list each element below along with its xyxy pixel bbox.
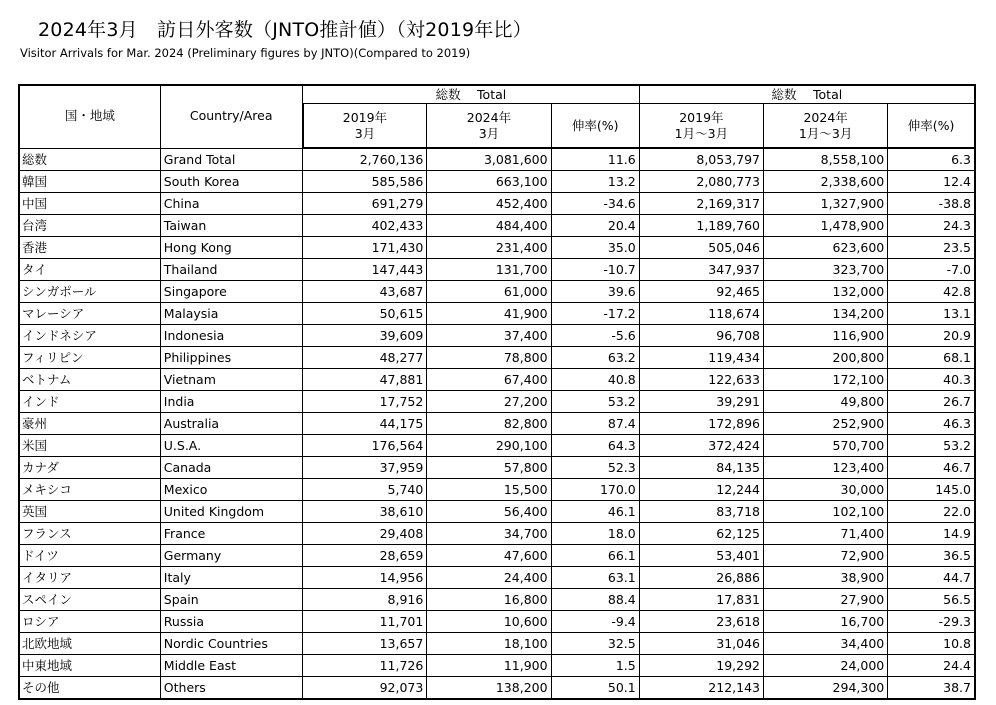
cell-country-en: Italy — [160, 567, 302, 589]
table-row — [19, 237, 975, 259]
cell-ytd-2019: 2,080,773 — [639, 171, 763, 193]
cell-ytd-2019: 17,831 — [639, 589, 763, 611]
table-row — [19, 589, 975, 611]
cell-ytd-growth: -29.3 — [888, 611, 975, 633]
cell-ytd-2024: 16,700 — [764, 611, 888, 633]
table-row — [19, 413, 975, 435]
cell-country-en: Vietnam — [160, 369, 302, 391]
cell-ytd-growth: 22.0 — [888, 501, 975, 523]
cell-country-jp: ベトナム — [19, 369, 160, 391]
table-row — [19, 281, 975, 303]
cell-ytd-2019: 118,674 — [639, 303, 763, 325]
cell-month-growth: 1.5 — [551, 655, 639, 677]
cell-country-jp: 米国 — [19, 435, 160, 457]
header-ytd-2019-period: 1月～3月 — [674, 125, 729, 141]
cell-ytd-2024: 623,600 — [764, 237, 888, 259]
cell-month-2019: 17,752 — [303, 391, 427, 413]
table-row — [19, 347, 975, 369]
cell-ytd-2024: 200,800 — [764, 347, 888, 369]
cell-country-en: Canada — [160, 457, 302, 479]
cell-ytd-2019: 83,718 — [639, 501, 763, 523]
table-row — [19, 215, 975, 237]
cell-month-2019: 147,443 — [303, 259, 427, 281]
header-month-2024-year: 2024年 — [466, 109, 512, 125]
cell-country-jp: 中東地域 — [19, 655, 160, 677]
cell-ytd-growth: 46.7 — [888, 457, 975, 479]
cell-ytd-growth: 20.9 — [888, 325, 975, 347]
cell-ytd-growth: 68.1 — [888, 347, 975, 369]
cell-month-2024: 3,081,600 — [427, 148, 551, 171]
cell-country-en: Others — [160, 677, 302, 700]
cell-month-2024: 131,700 — [427, 259, 551, 281]
cell-month-growth: 40.8 — [551, 369, 639, 391]
cell-country-jp: タイ — [19, 259, 160, 281]
cell-ytd-growth: 23.5 — [888, 237, 975, 259]
cell-month-2019: 13,657 — [303, 633, 427, 655]
cell-country-en: United Kingdom — [160, 501, 302, 523]
cell-month-growth: 52.3 — [551, 457, 639, 479]
cell-ytd-2024: 134,200 — [764, 303, 888, 325]
cell-country-jp: 中国 — [19, 193, 160, 215]
cell-month-growth: 39.6 — [551, 281, 639, 303]
cell-ytd-2024: 34,400 — [764, 633, 888, 655]
table-row — [19, 193, 975, 215]
cell-month-2024: 16,800 — [427, 589, 551, 611]
cell-ytd-2019: 119,434 — [639, 347, 763, 369]
cell-ytd-2024: 172,100 — [764, 369, 888, 391]
page-title: 2024年3月 訪日外客数（JNTO推計値）（対2019年比） — [38, 19, 532, 41]
cell-ytd-2019: 12,244 — [639, 479, 763, 501]
cell-ytd-2024: 570,700 — [764, 435, 888, 457]
table-row — [19, 523, 975, 545]
cell-ytd-growth: 42.8 — [888, 281, 975, 303]
header-month-2019 — [303, 104, 427, 149]
table-row — [19, 633, 975, 655]
cell-month-2019: 11,726 — [303, 655, 427, 677]
cell-month-2024: 78,800 — [427, 347, 551, 369]
cell-ytd-2019: 84,135 — [639, 457, 763, 479]
cell-month-2024: 15,500 — [427, 479, 551, 501]
cell-month-2019: 29,408 — [303, 523, 427, 545]
cell-month-growth: 20.4 — [551, 215, 639, 237]
cell-month-growth: -34.6 — [551, 193, 639, 215]
cell-month-growth: 11.6 — [551, 148, 639, 171]
cell-ytd-2019: 372,424 — [639, 435, 763, 457]
cell-month-2019: 176,564 — [303, 435, 427, 457]
cell-country-jp: イタリア — [19, 567, 160, 589]
header-ytd-2024-period: 1月～3月 — [798, 125, 853, 141]
cell-month-growth: -5.6 — [551, 325, 639, 347]
cell-month-2024: 37,400 — [427, 325, 551, 347]
table-row — [19, 303, 975, 325]
cell-month-growth: 63.1 — [551, 567, 639, 589]
header-country-jp: 国・地域 — [19, 85, 160, 148]
cell-month-2019: 50,615 — [303, 303, 427, 325]
cell-country-en: France — [160, 523, 302, 545]
cell-month-growth: 53.2 — [551, 391, 639, 413]
cell-month-2019: 402,433 — [303, 215, 427, 237]
cell-ytd-growth: 38.7 — [888, 677, 975, 700]
cell-month-2019: 92,073 — [303, 677, 427, 700]
cell-month-growth: 13.2 — [551, 171, 639, 193]
cell-month-2024: 10,600 — [427, 611, 551, 633]
header-month-2019-period: 3月 — [354, 125, 376, 141]
cell-country-en: Nordic Countries — [160, 633, 302, 655]
cell-month-2024: 452,400 — [427, 193, 551, 215]
cell-ytd-growth: 13.1 — [888, 303, 975, 325]
cell-ytd-2024: 323,700 — [764, 259, 888, 281]
cell-month-2024: 138,200 — [427, 677, 551, 700]
cell-ytd-2019: 122,633 — [639, 369, 763, 391]
cell-country-en: India — [160, 391, 302, 413]
cell-month-2024: 34,700 — [427, 523, 551, 545]
cell-country-jp: フィリピン — [19, 347, 160, 369]
cell-month-growth: 18.0 — [551, 523, 639, 545]
cell-country-jp: ドイツ — [19, 545, 160, 567]
cell-country-en: Taiwan — [160, 215, 302, 237]
table-row — [19, 171, 975, 193]
cell-month-2024: 663,100 — [427, 171, 551, 193]
cell-country-en: Middle East — [160, 655, 302, 677]
cell-ytd-2019: 347,937 — [639, 259, 763, 281]
cell-month-growth: 170.0 — [551, 479, 639, 501]
cell-country-en: South Korea — [160, 171, 302, 193]
cell-country-en: Australia — [160, 413, 302, 435]
cell-ytd-2019: 2,169,317 — [639, 193, 763, 215]
cell-month-2019: 585,586 — [303, 171, 427, 193]
cell-country-en: Mexico — [160, 479, 302, 501]
cell-country-en: Hong Kong — [160, 237, 302, 259]
cell-ytd-2024: 24,000 — [764, 655, 888, 677]
cell-ytd-growth: 53.2 — [888, 435, 975, 457]
table-row — [19, 545, 975, 567]
cell-country-jp: インド — [19, 391, 160, 413]
cell-country-en: Singapore — [160, 281, 302, 303]
cell-ytd-2024: 38,900 — [764, 567, 888, 589]
table-body — [19, 148, 975, 699]
header-ytd-growth: 伸率(%) — [888, 104, 975, 149]
cell-ytd-2024: 49,800 — [764, 391, 888, 413]
cell-ytd-2019: 26,886 — [639, 567, 763, 589]
cell-month-2019: 171,430 — [303, 237, 427, 259]
cell-ytd-2019: 505,046 — [639, 237, 763, 259]
table-row — [19, 369, 975, 391]
cell-ytd-2024: 123,400 — [764, 457, 888, 479]
cell-month-growth: 88.4 — [551, 589, 639, 611]
table-row — [19, 677, 975, 700]
header-month-growth: 伸率(%) — [551, 104, 639, 149]
cell-month-2019: 11,701 — [303, 611, 427, 633]
cell-country-en: U.S.A. — [160, 435, 302, 457]
cell-ytd-2024: 1,478,900 — [764, 215, 888, 237]
cell-country-jp: スペイン — [19, 589, 160, 611]
cell-country-jp: メキシコ — [19, 479, 160, 501]
table-row — [19, 325, 975, 347]
cell-month-2024: 57,800 — [427, 457, 551, 479]
cell-country-jp: 北欧地域 — [19, 633, 160, 655]
cell-month-2019: 691,279 — [303, 193, 427, 215]
cell-month-2019: 44,175 — [303, 413, 427, 435]
cell-ytd-2024: 72,900 — [764, 545, 888, 567]
table-row — [19, 479, 975, 501]
cell-country-jp: 豪州 — [19, 413, 160, 435]
cell-ytd-2024: 2,338,600 — [764, 171, 888, 193]
cell-country-jp: フランス — [19, 523, 160, 545]
cell-month-2024: 11,900 — [427, 655, 551, 677]
cell-month-growth: 32.5 — [551, 633, 639, 655]
header-ytd-2024-year: 2024年 — [803, 109, 848, 125]
cell-ytd-2024: 8,558,100 — [764, 148, 888, 171]
cell-month-2019: 8,916 — [303, 589, 427, 611]
cell-ytd-2019: 39,291 — [639, 391, 763, 413]
cell-ytd-growth: 6.3 — [888, 148, 975, 171]
cell-month-2019: 5,740 — [303, 479, 427, 501]
cell-month-2019: 39,609 — [303, 325, 427, 347]
cell-ytd-2024: 132,000 — [764, 281, 888, 303]
header-month-2024-period: 3月 — [478, 125, 500, 141]
cell-ytd-growth: 10.8 — [888, 633, 975, 655]
cell-country-en: China — [160, 193, 302, 215]
cell-month-growth: 35.0 — [551, 237, 639, 259]
cell-ytd-2019: 96,708 — [639, 325, 763, 347]
cell-ytd-2019: 1,189,760 — [639, 215, 763, 237]
cell-month-2024: 484,400 — [427, 215, 551, 237]
header-ytd-2024 — [764, 104, 888, 149]
cell-country-en: Russia — [160, 611, 302, 633]
cell-month-growth: 50.1 — [551, 677, 639, 700]
cell-country-en: Philippines — [160, 347, 302, 369]
cell-ytd-growth: 44.7 — [888, 567, 975, 589]
cell-month-2019: 2,760,136 — [303, 148, 427, 171]
cell-month-2019: 47,881 — [303, 369, 427, 391]
cell-ytd-2019: 23,618 — [639, 611, 763, 633]
cell-ytd-growth: 36.5 — [888, 545, 975, 567]
cell-ytd-2024: 71,400 — [764, 523, 888, 545]
cell-country-jp: ロシア — [19, 611, 160, 633]
cell-ytd-2024: 116,900 — [764, 325, 888, 347]
cell-country-jp: シンガポール — [19, 281, 160, 303]
cell-month-growth: 66.1 — [551, 545, 639, 567]
cell-month-growth: 63.2 — [551, 347, 639, 369]
cell-month-2024: 18,100 — [427, 633, 551, 655]
page-subtitle: Visitor Arrivals for Mar. 2024 (Preliminary figures by JNTO)(Compared to 2019) — [20, 46, 471, 60]
table-row — [19, 457, 975, 479]
cell-country-en: Germany — [160, 545, 302, 567]
cell-month-2024: 41,900 — [427, 303, 551, 325]
cell-ytd-2019: 62,125 — [639, 523, 763, 545]
header-ytd-2019-year: 2019年 — [679, 109, 724, 125]
cell-ytd-2024: 102,100 — [764, 501, 888, 523]
cell-ytd-2024: 1,327,900 — [764, 193, 888, 215]
cell-ytd-2019: 8,053,797 — [639, 148, 763, 171]
cell-month-2024: 27,200 — [427, 391, 551, 413]
table-row — [19, 435, 975, 457]
cell-month-2024: 61,000 — [427, 281, 551, 303]
cell-country-en: Malaysia — [160, 303, 302, 325]
cell-ytd-growth: 56.5 — [888, 589, 975, 611]
cell-ytd-growth: 40.3 — [888, 369, 975, 391]
cell-country-jp: 総数 — [19, 148, 160, 171]
cell-country-jp: インドネシア — [19, 325, 160, 347]
cell-country-en: Spain — [160, 589, 302, 611]
cell-country-jp: 英国 — [19, 501, 160, 523]
cell-month-growth: -10.7 — [551, 259, 639, 281]
table-row — [19, 567, 975, 589]
cell-country-en: Grand Total — [160, 148, 302, 171]
cell-month-2024: 47,600 — [427, 545, 551, 567]
table-row — [19, 501, 975, 523]
header-country-en: Country/Area — [160, 85, 302, 148]
cell-country-jp: カナダ — [19, 457, 160, 479]
cell-month-2024: 56,400 — [427, 501, 551, 523]
cell-ytd-growth: 24.3 — [888, 215, 975, 237]
header-month-2024 — [427, 104, 551, 149]
cell-country-jp: 台湾 — [19, 215, 160, 237]
cell-ytd-growth: 12.4 — [888, 171, 975, 193]
cell-ytd-2019: 53,401 — [639, 545, 763, 567]
cell-ytd-2024: 27,900 — [764, 589, 888, 611]
cell-month-2024: 82,800 — [427, 413, 551, 435]
cell-country-en: Indonesia — [160, 325, 302, 347]
cell-ytd-growth: 24.4 — [888, 655, 975, 677]
cell-ytd-growth: -7.0 — [888, 259, 975, 281]
cell-country-jp: 香港 — [19, 237, 160, 259]
cell-ytd-2019: 31,046 — [639, 633, 763, 655]
table-row — [19, 611, 975, 633]
cell-ytd-2024: 30,000 — [764, 479, 888, 501]
cell-ytd-2019: 19,292 — [639, 655, 763, 677]
cell-ytd-growth: 26.7 — [888, 391, 975, 413]
header-month-2019-year: 2019年 — [342, 109, 388, 125]
cell-ytd-2024: 252,900 — [764, 413, 888, 435]
cell-month-2024: 67,400 — [427, 369, 551, 391]
header-ytd-2019 — [639, 104, 763, 149]
cell-month-2024: 231,400 — [427, 237, 551, 259]
table-header — [19, 85, 975, 148]
cell-month-2019: 43,687 — [303, 281, 427, 303]
cell-month-growth: 46.1 — [551, 501, 639, 523]
cell-month-growth: -9.4 — [551, 611, 639, 633]
table-row — [19, 655, 975, 677]
cell-month-2019: 37,959 — [303, 457, 427, 479]
cell-ytd-2019: 172,896 — [639, 413, 763, 435]
cell-month-growth: -17.2 — [551, 303, 639, 325]
header-group-ytd-total: 総数 Total — [639, 85, 975, 104]
table-row — [19, 148, 975, 171]
cell-country-jp: 韓国 — [19, 171, 160, 193]
table-row — [19, 259, 975, 281]
cell-ytd-growth: 145.0 — [888, 479, 975, 501]
cell-month-growth: 87.4 — [551, 413, 639, 435]
cell-month-2019: 38,610 — [303, 501, 427, 523]
cell-month-2024: 290,100 — [427, 435, 551, 457]
cell-country-jp: マレーシア — [19, 303, 160, 325]
cell-ytd-2019: 92,465 — [639, 281, 763, 303]
cell-ytd-growth: 46.3 — [888, 413, 975, 435]
cell-month-2019: 28,659 — [303, 545, 427, 567]
table-row — [19, 391, 975, 413]
cell-country-en: Thailand — [160, 259, 302, 281]
visitor-arrivals-table — [18, 84, 976, 700]
cell-month-2019: 14,956 — [303, 567, 427, 589]
header-group-month-total: 総数 Total — [303, 85, 640, 104]
cell-ytd-2024: 294,300 — [764, 677, 888, 700]
cell-month-growth: 64.3 — [551, 435, 639, 457]
cell-country-jp: その他 — [19, 677, 160, 700]
cell-month-2019: 48,277 — [303, 347, 427, 369]
cell-ytd-growth: -38.8 — [888, 193, 975, 215]
cell-month-2024: 24,400 — [427, 567, 551, 589]
cell-ytd-2019: 212,143 — [639, 677, 763, 700]
cell-ytd-growth: 14.9 — [888, 523, 975, 545]
